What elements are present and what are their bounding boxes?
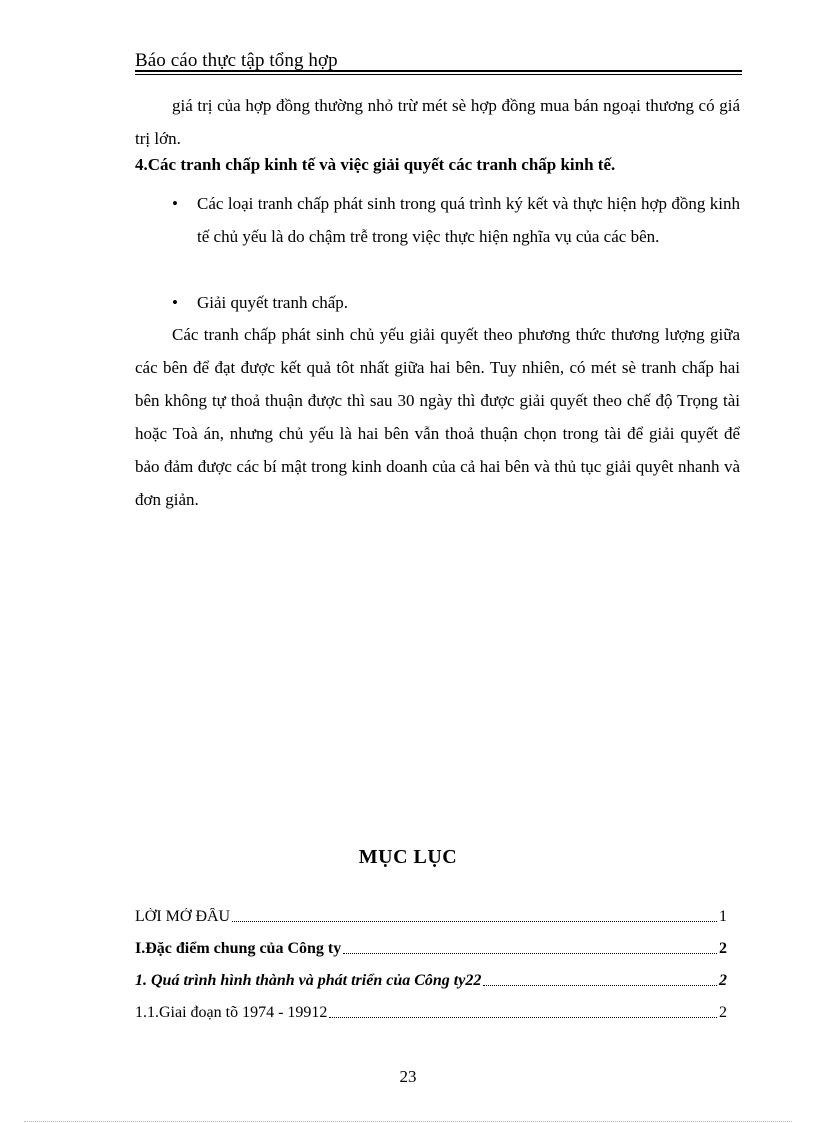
toc-title: MỤC LỤC — [358, 846, 458, 868]
toc-leader-dots — [483, 985, 717, 986]
toc-leader-dots — [232, 921, 717, 922]
toc-leader-dots — [343, 953, 717, 954]
toc-entry[interactable] — [135, 940, 727, 958]
toc-entry[interactable] — [135, 1004, 727, 1022]
header-rule-thick — [135, 70, 742, 72]
paragraph-continued: giá trị của hợp đồng thường nhỏ trừ mét sè hợp đồng mua bán ngoại thương có giá trị lớn. — [135, 96, 740, 148]
toc-entry-label: I.Đặc điểm chung của Công ty — [135, 940, 342, 957]
header-title: Báo cáo thực tập tổng hợp — [135, 50, 338, 71]
bullet-icon: • — [172, 293, 178, 312]
section-4-heading: 4.Các tranh chấp kinh tế và việc giải quyết các tranh chấp kinh tế. — [135, 155, 616, 174]
page-header — [135, 48, 742, 74]
page-bottom-border — [24, 1121, 792, 1122]
toc-entry[interactable] — [135, 972, 727, 990]
toc-entry[interactable] — [135, 908, 727, 926]
bullet-icon: • — [172, 194, 178, 213]
header-rule-thin — [135, 74, 742, 75]
toc-entry-page: 1 — [719, 908, 727, 925]
toc-entry-label: 1.1.Giai đoạn tõ 1974 - 19912 — [135, 1004, 328, 1021]
bullet-text: Giải quyết tranh chấp. — [197, 293, 349, 312]
toc-entry-page: 2 — [719, 972, 727, 989]
page-number: 23 — [399, 1067, 417, 1086]
toc-entry-label: LỜI MỞ ĐẦU — [135, 908, 231, 925]
paragraph-resolution: Các tranh chấp phát sinh chủ yếu giải quyết theo phương thức thương lượng giữa các bên để đạt được kết quả tôt nhất giữa hai bên. Tuy nhiên, có mét sè tranh chấp hai bên không tự thoả thuận được thì sau 30 ngày thì được giải quyết theo chế độ Trọng tài hoặc Toà án, nhưng chủ yếu là hai bên vẫn thoả thuận chọn trong tài để giải quyết để bảo đảm được các bí mật trong kinh doanh của cả hai bên và thủ tục giải quyêt nhanh và đơn giản. — [135, 325, 740, 509]
toc-entry-page: 2 — [719, 940, 727, 957]
toc-entry-label: 1. Quá trình hình thành và phát triển của Công ty22 — [135, 972, 482, 989]
toc-leader-dots — [329, 1017, 717, 1018]
bullet-text: Các loại tranh chấp phát sinh trong quá trình ký kết và thực hiện hợp đồng kinh tế chủ yếu là do chậm trễ trong việc thực hiện nghĩa vụ của các bên. — [197, 194, 740, 246]
toc-entry-page: 2 — [719, 1004, 727, 1021]
